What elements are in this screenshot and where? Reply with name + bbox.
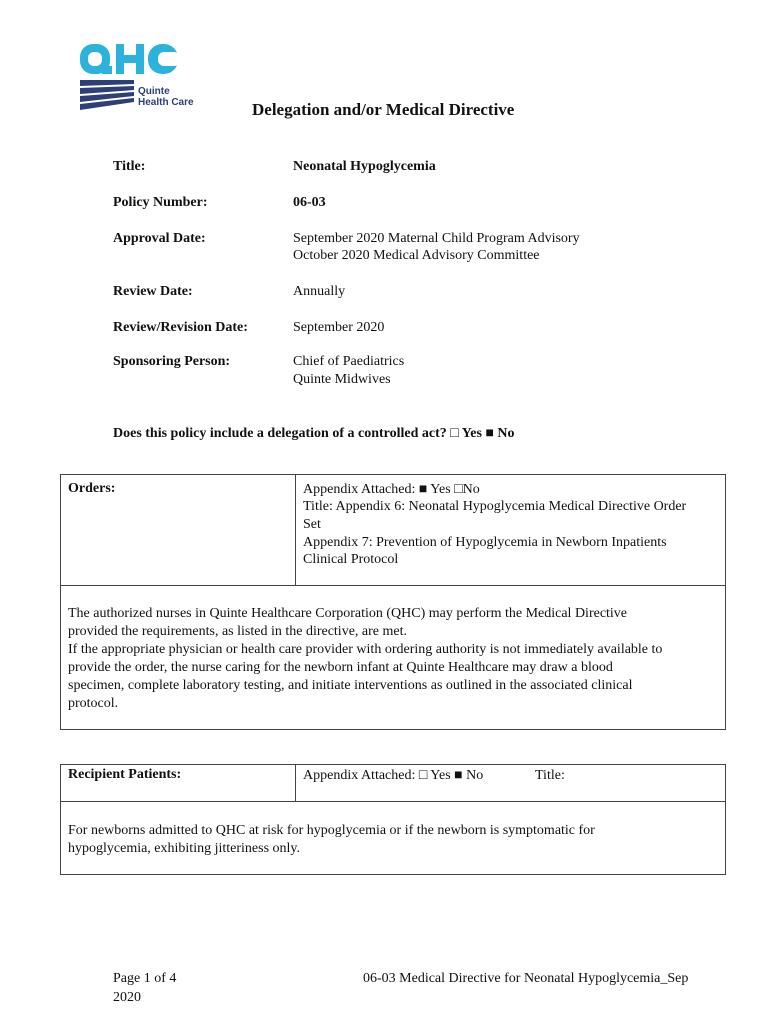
recipient-divider-horizontal <box>61 801 725 802</box>
logo-text-health-care: Health Care <box>138 97 194 108</box>
orders-label: Orders: <box>68 481 116 496</box>
approval-date-value-1: September 2020 Maternal Child Program Advisory <box>293 231 580 246</box>
orders-body-line-4: provide the order, the nurse caring for the newborn infant at Quinte Healthcare may draw a blood <box>68 660 613 675</box>
review-date-label: Review Date: <box>113 284 193 299</box>
orders-body-line-6: protocol. <box>68 696 119 711</box>
orders-divider-vertical <box>295 475 296 585</box>
document-title: Delegation and/or Medical Directive <box>252 100 515 119</box>
footer-year: 2020 <box>113 990 141 1005</box>
qhc-logo <box>78 40 218 112</box>
orders-divider-horizontal <box>61 585 725 586</box>
orders-box <box>60 474 726 730</box>
sponsoring-person-value-2: Quinte Midwives <box>293 372 391 387</box>
orders-body-line-3: If the appropriate physician or health care provider with ordering authority is not immediately available to <box>68 642 663 657</box>
footer-document-reference: 06-03 Medical Directive for Neonatal Hypoglycemia_Sep <box>363 971 689 986</box>
orders-appendix-7-line-2: Clinical Protocol <box>303 552 399 567</box>
revision-date-value: September 2020 <box>293 320 385 335</box>
orders-title-line: Title: Appendix 6: Neonatal Hypoglycemia Medical Directive Order <box>303 499 687 514</box>
logo-text-quinte: Quinte <box>138 86 170 97</box>
recipient-patients-label: Recipient Patients: <box>68 767 182 782</box>
sponsoring-person-label: Sponsoring Person: <box>113 354 231 369</box>
orders-body-line-2: provided the requirements, as listed in the directive, are met. <box>68 624 407 639</box>
recipient-appendix: Appendix Attached: □ Yes ■ No <box>303 768 484 783</box>
approval-date-label: Approval Date: <box>113 231 206 246</box>
recipient-title-label: Title: <box>535 768 565 783</box>
approval-date-value-2: October 2020 Medical Advisory Committee <box>293 248 540 263</box>
policy-number-value: 06-03 <box>293 195 326 210</box>
sponsoring-person-value-1: Chief of Paediatrics <box>293 354 405 369</box>
title-value: Neonatal Hypoglycemia <box>293 159 436 174</box>
orders-appendix-7: Appendix 7: Prevention of Hypoglycemia in Newborn Inpatients <box>303 535 667 550</box>
recipient-body-line-1: For newborns admitted to QHC at risk for hypoglycemia or if the newborn is symptomatic for <box>68 823 595 838</box>
orders-body-line-5: specimen, complete laboratory testing, and initiate interventions as outlined in the associated clinical <box>68 678 633 693</box>
policy-number-label: Policy Number: <box>113 195 208 210</box>
recipient-body-line-2: hypoglycemia, exhibiting jitteriness only. <box>68 841 300 856</box>
recipient-divider-vertical <box>295 765 296 801</box>
revision-date-label: Review/Revision Date: <box>113 320 248 335</box>
title-label: Title: <box>113 159 146 174</box>
footer-page-number: Page 1 of 4 <box>113 971 177 986</box>
orders-title-line-2: Set <box>303 517 321 532</box>
delegation-question: Does this policy include a delegation of a controlled act? □ Yes ■ No <box>113 426 515 441</box>
orders-appendix: Appendix Attached: ■ Yes □No <box>303 482 480 497</box>
recipient-patients-box <box>60 764 726 875</box>
review-date-value: Annually <box>293 284 346 299</box>
orders-body-line-1: The authorized nurses in Quinte Healthcare Corporation (QHC) may perform the Medical Directive <box>68 606 628 621</box>
